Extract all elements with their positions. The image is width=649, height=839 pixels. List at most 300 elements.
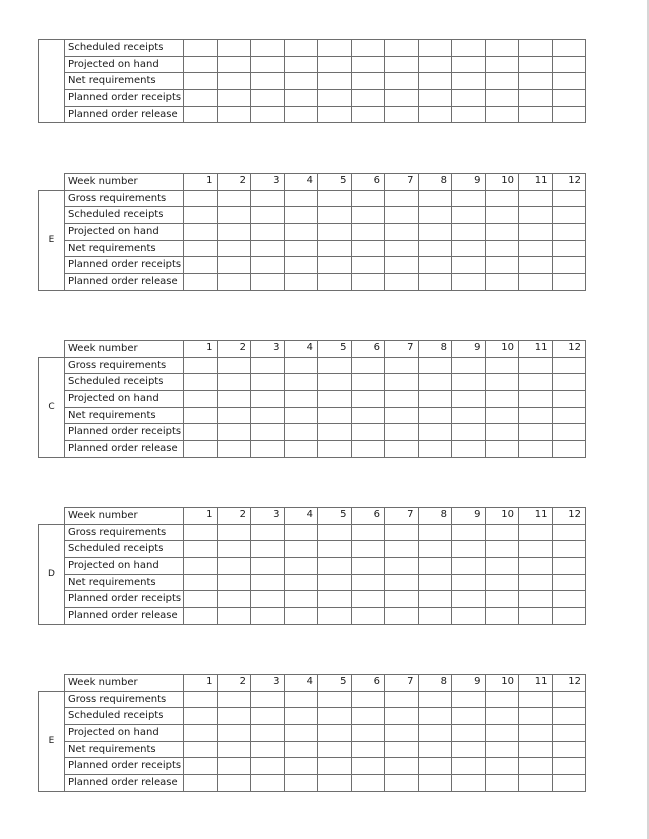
row-label-planned-order-receipts: Planned order receipts	[65, 758, 184, 775]
grid-cell	[485, 106, 519, 123]
grid-cell	[251, 106, 285, 123]
grid-cell	[351, 357, 385, 374]
grid-cell	[385, 574, 419, 591]
grid-cell	[284, 106, 318, 123]
grid-cell	[318, 708, 352, 725]
week-11: 11	[519, 675, 553, 692]
row-label-gross-requirements: Gross requirements	[65, 691, 184, 708]
row-label-planned-order-receipts: Planned order receipts	[65, 257, 184, 274]
grid-cell	[251, 524, 285, 541]
grid-cell	[251, 56, 285, 73]
grid-cell	[418, 240, 452, 257]
grid-cell	[351, 240, 385, 257]
grid-cell	[318, 558, 352, 575]
grid-cell	[217, 106, 251, 123]
grid-cell	[217, 741, 251, 758]
grid-cell	[485, 541, 519, 558]
grid-cell	[519, 441, 553, 458]
week-1: 1	[184, 508, 218, 525]
grid-cell	[452, 541, 486, 558]
grid-cell	[217, 391, 251, 408]
week-6: 6	[351, 341, 385, 358]
grid-cell	[519, 541, 553, 558]
grid-cell	[452, 725, 486, 742]
grid-cell	[519, 357, 553, 374]
grid-cell	[519, 691, 553, 708]
week-8: 8	[418, 675, 452, 692]
grid-cell	[184, 741, 218, 758]
grid-cell	[519, 407, 553, 424]
grid-cell	[418, 725, 452, 742]
grid-cell	[485, 558, 519, 575]
grid-cell	[184, 106, 218, 123]
week-1: 1	[184, 675, 218, 692]
grid-cell	[284, 725, 318, 742]
week-3: 3	[251, 508, 285, 525]
grid-cell	[217, 240, 251, 257]
mrp-table-partial	[38, 39, 586, 123]
grid-cell	[184, 240, 218, 257]
grid-cell	[485, 240, 519, 257]
week-7: 7	[385, 174, 419, 191]
grid-cell	[485, 40, 519, 57]
grid-cell	[251, 190, 285, 207]
grid-cell	[452, 190, 486, 207]
row-label-week-number: Week number	[65, 675, 184, 692]
grid-cell	[184, 190, 218, 207]
grid-cell	[318, 741, 352, 758]
grid-cell	[184, 90, 218, 107]
grid-cell	[251, 725, 285, 742]
row-label-week-number: Week number	[65, 341, 184, 358]
grid-cell	[217, 40, 251, 57]
week-4: 4	[284, 174, 318, 191]
grid-cell	[251, 224, 285, 241]
row-label-projected-on-hand: Projected on hand	[65, 558, 184, 575]
grid-cell	[452, 56, 486, 73]
grid-cell	[552, 574, 586, 591]
row-label-projected-on-hand: Projected on hand	[65, 56, 184, 73]
grid-cell	[385, 257, 419, 274]
grid-cell	[385, 775, 419, 792]
grid-cell	[217, 708, 251, 725]
grid-cell	[318, 240, 352, 257]
grid-cell	[519, 106, 553, 123]
grid-cell	[284, 240, 318, 257]
grid-cell	[385, 424, 419, 441]
grid-cell	[251, 374, 285, 391]
grid-cell	[418, 106, 452, 123]
grid-cell	[284, 90, 318, 107]
grid-cell	[351, 758, 385, 775]
grid-cell	[284, 40, 318, 57]
grid-cell	[184, 207, 218, 224]
grid-cell	[385, 541, 419, 558]
grid-cell	[385, 441, 419, 458]
week-1: 1	[184, 174, 218, 191]
week-9: 9	[452, 341, 486, 358]
grid-cell	[284, 741, 318, 758]
item-letter: C	[39, 357, 65, 457]
week-11: 11	[519, 174, 553, 191]
grid-cell	[217, 775, 251, 792]
grid-cell	[318, 357, 352, 374]
week-9: 9	[452, 508, 486, 525]
item-letter: E	[39, 691, 65, 791]
row-label-net-requirements: Net requirements	[65, 574, 184, 591]
grid-cell	[418, 224, 452, 241]
row-label-projected-on-hand: Projected on hand	[65, 224, 184, 241]
grid-cell	[217, 758, 251, 775]
grid-cell	[418, 608, 452, 625]
grid-cell	[519, 558, 553, 575]
grid-cell	[351, 73, 385, 90]
grid-cell	[485, 591, 519, 608]
grid-cell	[284, 441, 318, 458]
grid-cell	[217, 541, 251, 558]
grid-cell	[452, 708, 486, 725]
grid-cell	[552, 190, 586, 207]
grid-cell	[485, 524, 519, 541]
grid-cell	[351, 524, 385, 541]
grid-cell	[318, 541, 352, 558]
grid-cell	[351, 558, 385, 575]
grid-cell	[552, 240, 586, 257]
week-12: 12	[552, 174, 586, 191]
grid-cell	[351, 574, 385, 591]
row-label-scheduled-receipts: Scheduled receipts	[65, 207, 184, 224]
grid-cell	[318, 257, 352, 274]
grid-cell	[284, 374, 318, 391]
grid-cell	[351, 106, 385, 123]
week-5: 5	[318, 341, 352, 358]
row-label-gross-requirements: Gross requirements	[65, 357, 184, 374]
grid-cell	[184, 407, 218, 424]
grid-cell	[184, 56, 218, 73]
grid-cell	[418, 274, 452, 291]
grid-cell	[184, 758, 218, 775]
row-label-net-requirements: Net requirements	[65, 741, 184, 758]
grid-cell	[251, 691, 285, 708]
grid-cell	[284, 224, 318, 241]
mrp-table-e-second	[38, 674, 586, 792]
grid-cell	[251, 274, 285, 291]
grid-cell	[184, 424, 218, 441]
grid-cell	[452, 106, 486, 123]
grid-cell	[284, 708, 318, 725]
row-label-planned-order-release: Planned order release	[65, 106, 184, 123]
item-letter: D	[39, 524, 65, 624]
grid-cell	[385, 691, 419, 708]
grid-cell	[318, 691, 352, 708]
grid-cell	[452, 441, 486, 458]
grid-cell	[452, 524, 486, 541]
grid-cell	[318, 758, 352, 775]
grid-cell	[485, 608, 519, 625]
item-letter: E	[39, 190, 65, 290]
grid-cell	[318, 391, 352, 408]
week-12: 12	[552, 675, 586, 692]
grid-cell	[485, 207, 519, 224]
grid-cell	[284, 558, 318, 575]
grid-cell	[318, 775, 352, 792]
row-label-net-requirements: Net requirements	[65, 240, 184, 257]
row-label-planned-order-release: Planned order release	[65, 608, 184, 625]
grid-cell	[351, 56, 385, 73]
row-label-scheduled-receipts: Scheduled receipts	[65, 374, 184, 391]
grid-cell	[418, 758, 452, 775]
grid-cell	[452, 758, 486, 775]
week-4: 4	[284, 341, 318, 358]
grid-cell	[418, 56, 452, 73]
grid-cell	[184, 524, 218, 541]
grid-cell	[284, 775, 318, 792]
grid-cell	[318, 190, 352, 207]
grid-cell	[385, 741, 419, 758]
week-8: 8	[418, 174, 452, 191]
grid-cell	[485, 257, 519, 274]
grid-cell	[418, 40, 452, 57]
grid-cell	[184, 541, 218, 558]
grid-cell	[552, 73, 586, 90]
blank-corner-cell	[39, 675, 65, 692]
grid-cell	[552, 257, 586, 274]
grid-cell	[351, 257, 385, 274]
blank-corner-cell	[39, 341, 65, 358]
grid-cell	[351, 374, 385, 391]
week-3: 3	[251, 174, 285, 191]
row-label-scheduled-receipts: Scheduled receipts	[65, 541, 184, 558]
grid-cell	[552, 274, 586, 291]
grid-cell	[351, 708, 385, 725]
grid-cell	[385, 591, 419, 608]
grid-cell	[318, 374, 352, 391]
grid-cell	[217, 558, 251, 575]
grid-cell	[385, 56, 419, 73]
grid-cell	[485, 90, 519, 107]
grid-cell	[485, 691, 519, 708]
grid-cell	[552, 558, 586, 575]
grid-cell	[351, 207, 385, 224]
row-label-gross-requirements: Gross requirements	[65, 524, 184, 541]
grid-cell	[552, 40, 586, 57]
grid-cell	[284, 73, 318, 90]
grid-cell	[318, 73, 352, 90]
grid-cell	[418, 524, 452, 541]
grid-cell	[418, 90, 452, 107]
grid-cell	[318, 224, 352, 241]
grid-cell	[184, 558, 218, 575]
grid-cell	[452, 257, 486, 274]
grid-cell	[385, 558, 419, 575]
grid-cell	[452, 240, 486, 257]
grid-cell	[251, 608, 285, 625]
item-letter	[39, 40, 65, 123]
grid-cell	[217, 591, 251, 608]
grid-cell	[452, 357, 486, 374]
grid-cell	[284, 691, 318, 708]
grid-cell	[318, 274, 352, 291]
grid-cell	[351, 90, 385, 107]
grid-cell	[184, 708, 218, 725]
grid-cell	[251, 424, 285, 441]
week-8: 8	[418, 508, 452, 525]
week-7: 7	[385, 675, 419, 692]
grid-cell	[184, 691, 218, 708]
grid-cell	[351, 725, 385, 742]
grid-cell	[418, 591, 452, 608]
grid-cell	[519, 257, 553, 274]
grid-cell	[519, 574, 553, 591]
grid-cell	[351, 407, 385, 424]
row-label-planned-order-release: Planned order release	[65, 775, 184, 792]
grid-cell	[519, 391, 553, 408]
mrp-table-c	[38, 340, 586, 458]
grid-cell	[184, 775, 218, 792]
grid-cell	[552, 441, 586, 458]
grid-cell	[217, 73, 251, 90]
grid-cell	[418, 558, 452, 575]
week-6: 6	[351, 174, 385, 191]
week-3: 3	[251, 341, 285, 358]
grid-cell	[452, 207, 486, 224]
grid-cell	[485, 725, 519, 742]
grid-cell	[251, 708, 285, 725]
grid-cell	[452, 73, 486, 90]
grid-cell	[418, 391, 452, 408]
grid-cell	[519, 524, 553, 541]
grid-cell	[519, 424, 553, 441]
grid-cell	[485, 224, 519, 241]
week-11: 11	[519, 508, 553, 525]
grid-cell	[184, 391, 218, 408]
row-label-projected-on-hand: Projected on hand	[65, 725, 184, 742]
grid-cell	[251, 775, 285, 792]
row-label-planned-order-release: Planned order release	[65, 274, 184, 291]
grid-cell	[184, 274, 218, 291]
grid-cell	[519, 591, 553, 608]
grid-cell	[217, 441, 251, 458]
grid-cell	[217, 524, 251, 541]
grid-cell	[519, 741, 553, 758]
grid-cell	[552, 106, 586, 123]
grid-cell	[284, 190, 318, 207]
grid-cell	[519, 708, 553, 725]
grid-cell	[251, 574, 285, 591]
grid-cell	[485, 73, 519, 90]
grid-cell	[452, 274, 486, 291]
week-5: 5	[318, 508, 352, 525]
grid-cell	[284, 758, 318, 775]
grid-cell	[184, 608, 218, 625]
week-9: 9	[452, 174, 486, 191]
week-3: 3	[251, 675, 285, 692]
grid-cell	[351, 424, 385, 441]
grid-cell	[418, 374, 452, 391]
grid-cell	[552, 391, 586, 408]
week-12: 12	[552, 341, 586, 358]
week-2: 2	[217, 341, 251, 358]
grid-cell	[385, 708, 419, 725]
grid-cell	[552, 374, 586, 391]
grid-cell	[318, 40, 352, 57]
grid-cell	[351, 274, 385, 291]
grid-cell	[485, 758, 519, 775]
grid-cell	[452, 40, 486, 57]
grid-cell	[418, 207, 452, 224]
row-label-week-number: Week number	[65, 508, 184, 525]
week-12: 12	[552, 508, 586, 525]
grid-cell	[184, 73, 218, 90]
grid-cell	[385, 190, 419, 207]
week-2: 2	[217, 675, 251, 692]
grid-cell	[519, 90, 553, 107]
grid-cell	[418, 407, 452, 424]
grid-cell	[552, 207, 586, 224]
row-label-net-requirements: Net requirements	[65, 407, 184, 424]
grid-cell	[385, 407, 419, 424]
week-6: 6	[351, 675, 385, 692]
grid-cell	[519, 775, 553, 792]
grid-cell	[251, 758, 285, 775]
grid-cell	[251, 741, 285, 758]
week-2: 2	[217, 508, 251, 525]
grid-cell	[485, 274, 519, 291]
grid-cell	[318, 90, 352, 107]
week-10: 10	[485, 174, 519, 191]
grid-cell	[418, 424, 452, 441]
mrp-table-e	[38, 173, 586, 291]
grid-cell	[318, 441, 352, 458]
grid-cell	[485, 374, 519, 391]
grid-cell	[217, 407, 251, 424]
grid-cell	[385, 73, 419, 90]
grid-cell	[251, 591, 285, 608]
grid-cell	[351, 741, 385, 758]
row-label-planned-order-release: Planned order release	[65, 441, 184, 458]
grid-cell	[284, 407, 318, 424]
grid-cell	[184, 574, 218, 591]
grid-cell	[552, 524, 586, 541]
grid-cell	[251, 558, 285, 575]
week-8: 8	[418, 341, 452, 358]
grid-cell	[485, 574, 519, 591]
grid-cell	[318, 56, 352, 73]
grid-cell	[452, 391, 486, 408]
grid-cell	[284, 257, 318, 274]
grid-cell	[351, 541, 385, 558]
grid-cell	[184, 441, 218, 458]
grid-cell	[351, 775, 385, 792]
week-1: 1	[184, 341, 218, 358]
grid-cell	[217, 190, 251, 207]
grid-cell	[552, 725, 586, 742]
grid-cell	[418, 541, 452, 558]
week-5: 5	[318, 675, 352, 692]
row-label-scheduled-receipts: Scheduled receipts	[65, 708, 184, 725]
grid-cell	[385, 106, 419, 123]
week-10: 10	[485, 341, 519, 358]
grid-cell	[519, 274, 553, 291]
grid-cell	[318, 524, 352, 541]
grid-cell	[217, 608, 251, 625]
grid-cell	[552, 708, 586, 725]
grid-cell	[519, 207, 553, 224]
grid-cell	[184, 224, 218, 241]
grid-cell	[418, 73, 452, 90]
grid-cell	[351, 608, 385, 625]
grid-cell	[552, 775, 586, 792]
